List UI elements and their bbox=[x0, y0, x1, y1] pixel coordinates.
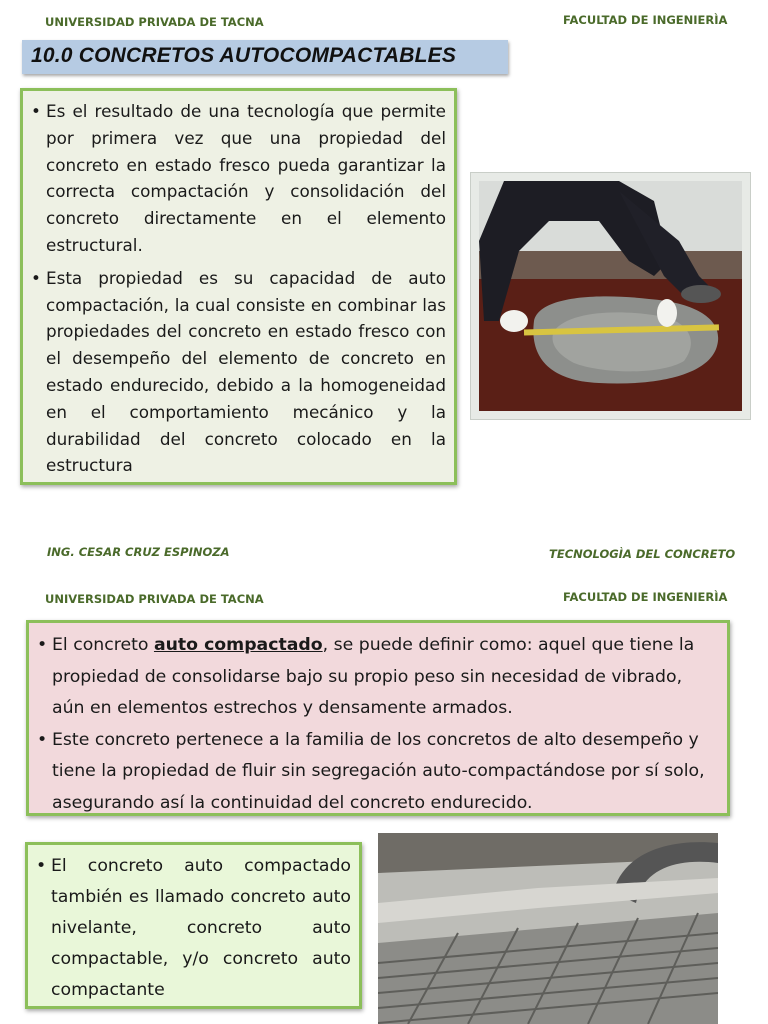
list-item: • El concreto auto compactado, se puede definir como: aquel que tiene la propiedad de consolidarse bajo su propio peso sin necesidad de vibrado, aún en elementos estrechos y densamente armados. bbox=[37, 630, 719, 725]
concrete-pouring-photo bbox=[378, 833, 718, 1024]
header-faculty: FACULTAD DE INGENIERÌA bbox=[563, 590, 728, 604]
bullet-icon: • bbox=[37, 635, 48, 655]
header-university: UNIVERSIDAD PRIVADA DE TACNA bbox=[45, 592, 264, 606]
footer-author: ING. CESAR CRUZ ESPINOZA bbox=[47, 545, 230, 559]
list-item: • El concreto auto compactado también es llamado concreto auto nivelante, concreto auto compactable, y/o concreto auto compactante bbox=[36, 851, 351, 1006]
list-item: • Es el resultado de una tecnología que permite por primera vez que una propiedad del concreto en estado fresco pueda garantizar la correcta compactación y consolidación del concreto directamente en el elemento estructural. bbox=[31, 98, 446, 259]
list-item: • Este concreto pertenece a la familia de los concretos de alto desempeño y tiene la propiedad de fluir sin segregación auto-compactándose por sí solo, asegurando así la continuidad del concreto endurecido. bbox=[37, 725, 719, 820]
bullet-icon: • bbox=[31, 101, 41, 121]
list-item: • Esta propiedad es su capacidad de auto compactación, la cual consiste en combinar las propiedades del concreto en estado fresco con el desempeño del elemento de concreto en estado endurecido, debido a la homogeneidad en el comportamiento mecánico y la durabilidad del concreto colocado en la estructura bbox=[31, 265, 446, 479]
header-university: UNIVERSIDAD PRIVADA DE TACNA bbox=[45, 15, 264, 29]
bullet-icon: • bbox=[37, 729, 48, 750]
text-box-names bbox=[25, 842, 362, 1009]
emphasis-term: auto compactado bbox=[153, 635, 323, 655]
slump-flow-test-photo bbox=[470, 172, 751, 420]
footer-course: TECNOLOGÌA DEL CONCRETO bbox=[549, 547, 736, 561]
text-box-auto-compactado bbox=[26, 620, 730, 816]
header-faculty: FACULTAD DE INGENIERÌA bbox=[563, 13, 728, 27]
slide-title-box bbox=[22, 40, 508, 74]
bullet-icon: • bbox=[36, 856, 47, 876]
bullet-icon: • bbox=[31, 267, 41, 288]
slide-title: 10.0 CONCRETOS AUTOCOMPACTABLES bbox=[31, 44, 457, 67]
text-box-definition bbox=[20, 88, 457, 485]
